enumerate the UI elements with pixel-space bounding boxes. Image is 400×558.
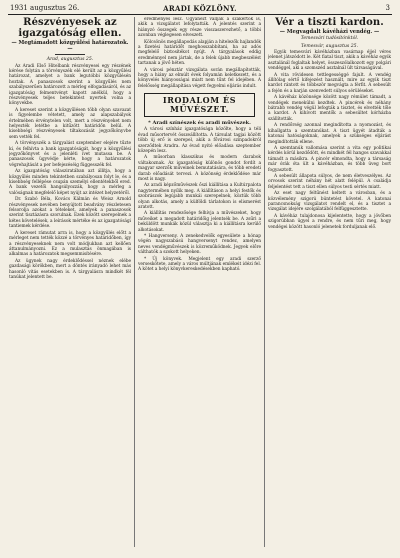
column-right: [268, 17, 391, 547]
article-paragraph: A műsorban klasszikus és modern darabok váltakoznak. Az igazgatóság különös gondot fordít a magyar szerzők műveinek bemutatására, és több eredeti darab előadását tervezi. A közönség érdeklődése már most is nagy.: [138, 155, 261, 182]
article-paragraph: Egyik temesvári kávéházban vasárnap éjjel véres jelenet játszódott le. Két fiatal tiszt, akik a kávéház egyik asztalánál foglaltak helyet, összeszólalkozott egy polgári vendéggel, aki a szomszéd asztalnál ült társaságával.: [268, 50, 391, 72]
article-paragraph: A törvényszék a tárgyalást szeptember elejére tűzte ki, és felhívta a bank igazgatóságát, hogy a közgyűlési jegyzőkönyvet és a jelenléti ívet mutassa be. A panaszosok ügyvédje kérte, hogy a határozatok végrehajtását a per befejezéséig függesszék fel.: [9, 141, 131, 168]
column-left: [9, 17, 131, 547]
article-headline: Részvényesek az igazgatóság ellen.: [18, 17, 122, 39]
page-number: 3: [385, 4, 390, 12]
publication-name: ARADI KÖZLÖNY.: [163, 4, 237, 13]
article-paragraph: Az ügynek nagy érdeklődéssel néznek elébe gazdasági körökben, mert a döntés irányadó lehet más hasonló vitás esetekben is. A tárgyalásra mindkét fél tanúkat jelentett be.: [9, 258, 131, 280]
article-paragraph: A városi színház igazgatósága közölte, hogy a téli évad műsortervét összeállította. A társulat tagjai között több új erő is szerepel, akik a fővárosi színpadokról szerződtek Aradra. Az évad nyitó előadása szeptember közepén lesz.: [138, 127, 261, 154]
article-paragraph: A vita rövidesen tettlegességgé fajult. A vendég állítólag sértő kifejezést használt, mire az egyik tiszt kardot rántott és többször megvágta a férfit. A sebesült a fején és a karján szenvedett súlyos sérüléseket.: [268, 72, 391, 94]
header-rule: [8, 14, 392, 15]
article-deck: — Megvagdalt kávéházi vendég. —: [279, 29, 380, 35]
section-heading: IRODALOM ÉS MŰVÉSZET.: [144, 93, 255, 117]
article-paragraph: * Hangverseny. A zenekedvelők egyesülete a hónap végén nagyszabású hangversenyt rendez, amelyen neves vendégművészek is közreműködnek. Jegyek előre válthatók a szokott helyeken.: [138, 234, 261, 256]
column-middle: [138, 17, 261, 547]
article-paragraph: eredményes lesz. Ugyanezt vallják a szakértők is, akik a vizsgálatot lefolytatták. A jelentés szerint a hiányzó összegek egy része visszaszerezhető, a többi azonban véglegesen elveszett.: [138, 17, 261, 39]
article-paragraph: * Új könyvek. Megjelent egy aradi szerző verseskötete, amely a város múltjának emlékeit idézi fel. A kötet a helyi könyvkereskedésekben kapható.: [138, 256, 261, 273]
article-paragraph: Kölcsönös megállapodás alapján a hitelezők hajlandók a fizetési határidőt meghosszabbítani, ha az adós megfelelő biztosítékot nyújt. A tárgyalások eddig eredménnyel nem jártak, de a felek újabb megbeszélést tartanak a jövő héten.: [138, 39, 261, 67]
article-paragraph: Az igazgatóság válasziratában azt állítja, hogy a közgyűlés minden tekintetben szabályosan folyt le, és a kisebbség fellépése csupán személyi ellentétekből ered. A bank vezetői hangsúlyozzák, hogy a mérleg a valóságnak megfelelő képet nyújt az intézet helyzetéről.: [9, 169, 131, 196]
article-paragraph: A rendőrség azonnal megindította a nyomozást, és kihallgatta a szemtanúkat. A tiszt ügyét átadták a katonai hatóságoknak, amelyek a szükséges eljárást megindították ellene.: [268, 123, 391, 145]
article-paragraph: A kiállítás rendezősége felhívja a művészeket, hogy műveiket a megadott határidőig jelentsék be. A zsűri a beküldött munkák közül választja ki a kiállításra kerülő alkotásokat.: [138, 211, 261, 233]
article-paragraph: A kereset rámutat arra is, hogy a közgyűlés előtt a mérleget nem tették közzé a törvényes határidőben, így a részvényeseknek nem volt módjukban azt kellően áttanulmányozni. Ez a mulasztás önmagában is alkalmas a határozatok megsemmisítésére.: [9, 230, 131, 258]
article-paragraph: A sebesült állapota súlyos, de nem életveszélyes. Az orvosok szerint néhány hét alatt felépül. A családja feljelentést tett a tiszt ellen súlyos testi sértés miatt.: [268, 173, 391, 190]
page-header: [8, 3, 392, 14]
article-byline: Temesvári tudósítónktól.: [300, 36, 359, 41]
article-paragraph: Dr. Szabó Béla, Kovács Kálmán és Weisz Arnold részvényesek nevében benyújtott beadvány részletesen felsorolja azokat a tételeket, amelyek a panaszosok szerint tisztázásra szorulnak. Ezek között szerepelnek a kétes követelések, a leírások mértéke és az igazgatósági tantiemek kérdése.: [9, 197, 131, 230]
article-paragraph: Az eset nagy feltűnést keltett a városban, és a közvélemény szigorú büntetést követel. A katonai parancsnokság vizsgálatot rendelt el, és a tisztet a vizsgálat idejére szolgálatából felfüggesztette.: [268, 191, 391, 213]
section-subheading: * Aradi színészek és aradi művészek.: [148, 120, 251, 127]
column-divider: [264, 17, 265, 547]
article-paragraph: A kávéház tulajdonosa kijelentette, hogy a jövőben szigorúbban ügyel a rendre, és nem tűri meg, hogy vendégei között hasonló jelenetek forduljanak elő.: [268, 213, 391, 230]
article-paragraph: Az Aradi Első Hitelbank részvényesei egy részének kérése folytán a törvényszék elé került az a közgyűlési határozat, amelyet a bank legutóbbi közgyűlésén hoztak. A panaszosok szerint a közgyűlés nem szabályszerűen határozott a mérleg elfogadásáról, és az igazgatóság felmentvényt kapott anélkül, hogy a részvényesek teljes betekintést nyertek volna a könyvekbe.: [9, 63, 131, 107]
article-deck: — Megtámadott közgyűlési határozatok. —: [11, 40, 129, 52]
article-paragraph: Az aradi képzőművészek őszi kiállítása a Kultúrpalota nagytermében nyílik meg. A kiállításon a helyi festők és szobrászok legújabb munkái szerepelnek, köztük több olyan alkotás, amely a külföldi tárlatokon is elismerést aratott.: [138, 183, 261, 210]
article-paragraph: A szemtanúk vallomása szerint a vita egy politikai kérdés körül kezdődött, és mindkét fél hangos szavakkal támadt a másikra. A pincér elmondta, hogy a társaság már órák óta ült a kávéházban, és több üveg bort fogyasztott.: [268, 145, 391, 173]
article-dateline: Arad, augusztus 25.: [46, 57, 94, 62]
article-paragraph: A kávéház közönsége között nagy rémület támadt, a vendégek menekülni kezdtek. A pincérek és néhány bátrabb vendég végül lefogták a tisztet, és elvették tőle a kardot. A kihívott mentők a sebesültet kórházba szállították.: [268, 95, 391, 122]
article-headline: Vér a tiszti kardon.: [275, 17, 384, 28]
column-divider: [134, 17, 135, 547]
article-paragraph: A városi pénztár vizsgálata során megállapították, hogy a hiány az elmúlt évek folyamán keletkezett, és a könyvelés hiányosságai miatt nem tűnt fel idejében. A felelősség megállapítása végett fegyelmi eljárás indult.: [138, 67, 261, 89]
issue-date: 1931 augusztus 26.: [10, 4, 80, 12]
article-paragraph: A kereset szerint a közgyűlésen több olyan szavazat is figyelembe vétetett, amely az alapszabályok értelmében érvénytelen volt, mert a részvényeket nem helyezték letétbe a kitűzött határidőn belül. A kisebbségi részvényesek tiltakozását jegyzőkönyvbe sem vették fel.: [9, 107, 131, 140]
article-dateline: Temesvár, augusztus 25.: [300, 43, 359, 49]
separator: [55, 54, 85, 55]
